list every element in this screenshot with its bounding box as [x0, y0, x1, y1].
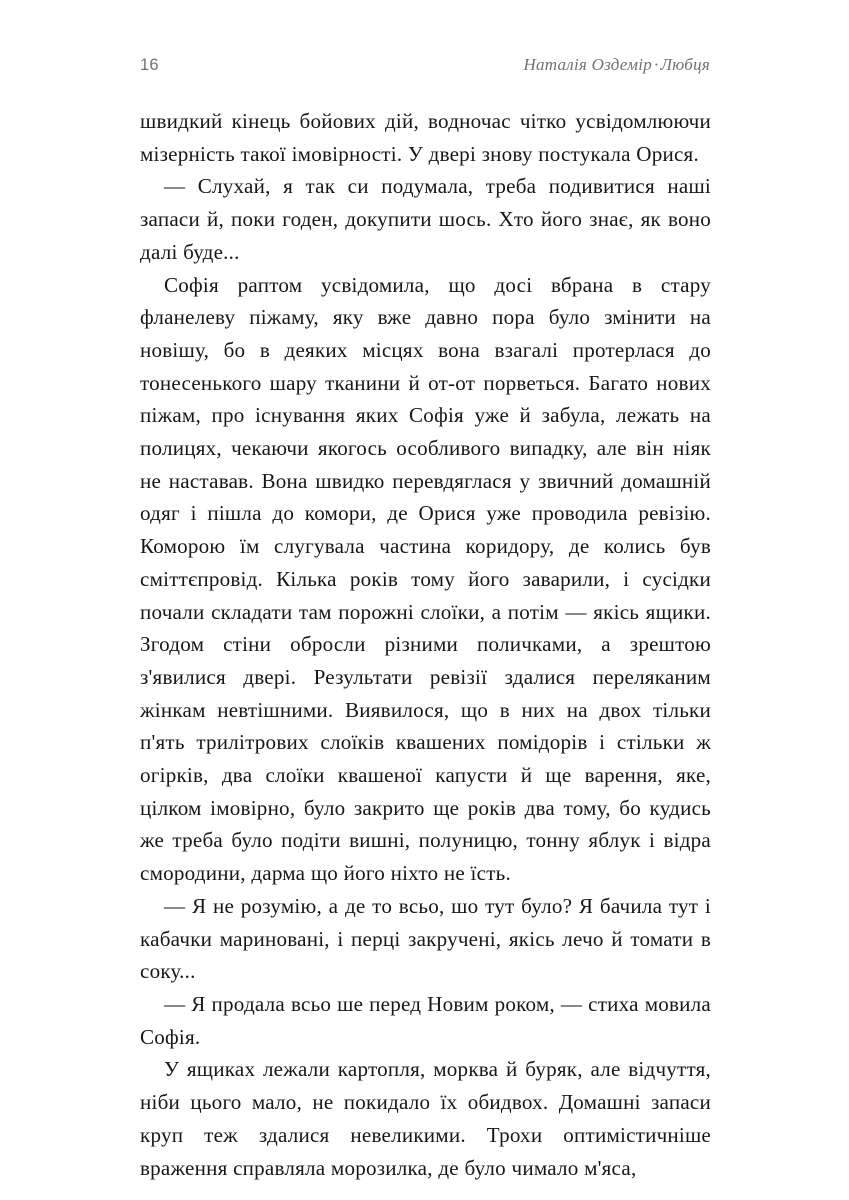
paragraph: — Я не розумію, а де то всьо, шо тут було? Я бачила тут і кабачки мариновані, і перці закручені, якісь лечо й томати в соку...	[140, 893, 711, 984]
running-header	[140, 56, 710, 82]
body-text-column	[140, 105, 711, 1184]
book-title: Любця	[660, 55, 710, 74]
paragraph: У ящиках лежали картопля, морква й буряк, але відчуття, ніби цього мало, не покидало їх обидвох. Домашні запаси круп теж здалися невеликими. Трохи оптимістичніше враження справляла морозилка, де було чимало м'яса,	[140, 1057, 711, 1180]
header-separator: ·	[654, 55, 659, 74]
page-number: 16	[140, 56, 159, 74]
paragraph: — Слухай, я так си подумала, треба подивитися наші запаси й, поки годен, докупити шось. Хто його знає, як воно далі буде...	[140, 174, 711, 264]
paragraph: — Я продала всьо ше перед Новим роком, — стиха мовила Софія.	[140, 991, 711, 1049]
author-name: Наталія Оздемір	[523, 55, 653, 74]
running-head-title	[524, 56, 710, 73]
paragraph: швидкий кінець бойових дій, водночас чітко усвідомлюючи мізерність такої імовірності. У двері знову постукала Орися.	[140, 109, 711, 166]
paragraph: Софія раптом усвідомила, що досі вбрана в стару фланелеву піжаму, яку вже давно пора було змінити на новішу, бо в деяких місцях вона взагалі протерлася до тонесенького шару тканини й от-от порветься. Багато нових піжам, про існування яких Софія уже й забула, лежать на полицях, чекаючи якогось особливого випадку, але він ніяк не наставав. Вона швидко перевдяглася у звичний домашній одяг і пішла до комори, де Орися уже проводила ревізію. Коморою їм слугувала частина коридору, де колись був сміттєпровід. Кілька років тому його заварили, і сусідки почали складати там порожні слоїки, а потім — якісь ящики. Згодом стіни обросли різними поличками, а зрештою з'явилися двері. Результати ревізії здалися переляканим жінкам невтішними. Виявилося, що в них на двох тільки п'ять трилітрових слоїків квашених помідорів і стільки ж огірків, два слоїки квашеної капусти й ще варення, яке, цілком імовірно, було закрито ще років два тому, бо кудись же треба було подіти вишні, полуницю, тонну яблук і відра смородини, дарма що його ніхто не їсть.	[140, 272, 711, 886]
